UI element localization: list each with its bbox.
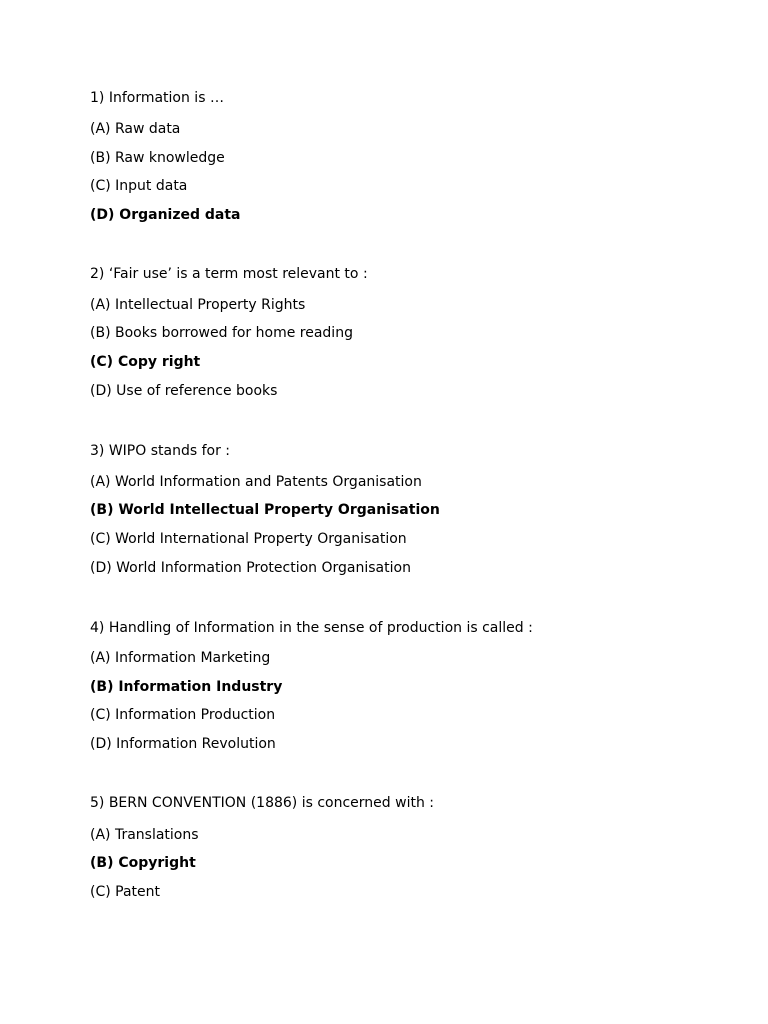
- question-3: 3) WIPO stands for :: [90, 443, 230, 459]
- question-1-option-d: (D) Organized data: [90, 207, 241, 223]
- question-4-option-b: (B) Information Industry: [90, 679, 283, 695]
- question-2-option-d: (D) Use of reference books: [90, 383, 278, 399]
- question-4: 4) Handling of Information in the sense of production is called :: [90, 620, 533, 636]
- question-3-option-a: (A) World Information and Patents Organisation: [90, 474, 422, 490]
- question-2-option-a: (A) Intellectual Property Rights: [90, 297, 306, 313]
- question-2: 2) ‘Fair use’ is a term most relevant to :: [90, 266, 368, 282]
- question-4-option-a: (A) Information Marketing: [90, 650, 271, 666]
- question-5: 5) BERN CONVENTION (1886) is concerned with :: [90, 795, 434, 811]
- question-4-option-c: (C) Information Production: [90, 707, 276, 723]
- question-1-option-b: (B) Raw knowledge: [90, 150, 225, 166]
- question-5-option-b: (B) Copyright: [90, 855, 196, 871]
- question-5-option-a: (A) Translations: [90, 827, 199, 843]
- question-1-option-c: (C) Input data: [90, 178, 188, 194]
- question-1: 1) Information is …: [90, 90, 224, 106]
- question-3-option-b: (B) World Intellectual Property Organisation: [90, 502, 440, 518]
- question-3-option-c: (C) World International Property Organisation: [90, 531, 407, 547]
- question-2-option-b: (B) Books borrowed for home reading: [90, 325, 353, 341]
- question-3-option-d: (D) World Information Protection Organisation: [90, 560, 411, 576]
- question-2-option-c: (C) Copy right: [90, 354, 201, 370]
- question-4-option-d: (D) Information Revolution: [90, 736, 276, 752]
- question-5-option-c: (C) Patent: [90, 884, 161, 900]
- question-1-option-a: (A) Raw data: [90, 121, 181, 137]
